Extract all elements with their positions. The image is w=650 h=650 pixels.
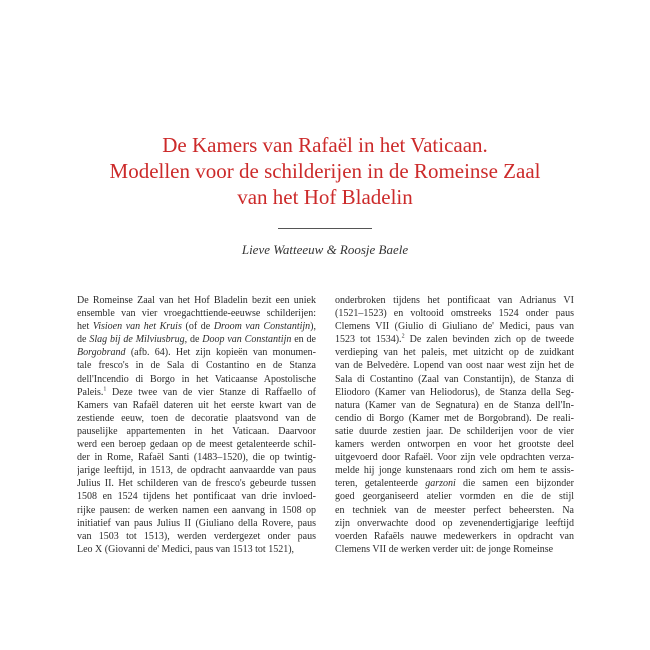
article-title — [0, 132, 650, 210]
text-line: verdieping van het paleis, met uitzicht op de zuidkant — [335, 347, 574, 359]
text-line: 1508 en 1524 tijdens het pontificaat van drie invloed- — [77, 491, 316, 503]
title-divider — [278, 228, 372, 229]
text-line: der in Rome, Rafaël Santi (1483–1520), die op twintig- — [77, 452, 316, 464]
text-line: Clemens VII de werken verder uit: de jonge Romeinse — [335, 543, 554, 555]
text-line: melde hij jonge kunstenaars rond zich om hem te assis- — [335, 465, 574, 477]
text-line: goed georganiseerd atelier vormden en die de stijl — [335, 491, 574, 503]
text-line: en techniek van de meester perfect beheersten. Na — [335, 504, 574, 516]
authors: Lieve Watteeuw & Roosje Baele — [241, 242, 409, 257]
text-line: initiatief van paus Julius II (Giuliano della Rovere, paus — [77, 517, 316, 529]
text-line: tale fresco's in de Sala di Costantino en de Stanza — [77, 360, 316, 372]
text-line: natura (Kamer van de Segnatura) en de Stanza dell'In- — [335, 399, 574, 411]
text-line: pauselijke appartementen in het Vaticaan. Daarvoor — [77, 425, 316, 437]
text-line: voerden Rafaëls nauwe medewerkers in opdracht van — [335, 530, 574, 542]
text-line: cendio di Borgo (Kamer met de Borgobrand). De reali- — [335, 412, 574, 424]
text-line: Paleis.$^1$ Deze twee van de vier Stanze di Raffaello of — [77, 386, 316, 398]
text-line: zestiende eeuw, toen de decoratie plaatsvond van de — [77, 412, 316, 424]
text-line: Sala di Costantino (Zaal van Constantijn), de Stanza di — [335, 373, 574, 385]
text-line: Borgobrand (afb. 64). Het zijn kopieën van monumen- — [77, 347, 316, 359]
text-line: 1523 tot 1534).$^2$ De zalen bevinden zich op de tweede — [335, 333, 574, 346]
text-line: Kamers van Rafaël dateren uit het eerste kwart van de — [77, 399, 316, 411]
text-line: Julius II. Het schilderen van de fresco's gebeurde tussen — [77, 478, 316, 490]
text-line: onderbroken tijdens het pontificaat van Adrianus VI — [335, 295, 574, 306]
right-column — [335, 294, 574, 556]
text-line: rijke pausen: de werken namen een aanvang in 1508 op — [77, 504, 316, 516]
text-line: jarige leeftijd, in 1513, de opdracht aanvaardde van paus — [77, 465, 316, 477]
title-line-1: De Kamers van Rafaël in het Vaticaan. — [162, 133, 488, 157]
text-line: kamers werden ontworpen en voor het grootste deel — [335, 439, 574, 451]
text-line: dell'Incendio di Borgo in het Vaticaanse Apostolische — [77, 373, 316, 385]
left-column — [77, 294, 316, 556]
text-line: zijn onverwachte dood op zevenendertigjarige leeftijd — [335, 517, 574, 529]
text-line: van 1503 tot 1513), werden verdergezet onder paus — [77, 530, 316, 542]
text-line: Clemens VII (Giulio di Giuliano de' Medici, paus van — [335, 321, 574, 333]
text-line: het Visioen van het Kruis (of de Droom van Constantijn), — [77, 321, 316, 333]
text-line: De Romeinse Zaal van het Hof Bladelin bezit een uniek — [77, 295, 316, 306]
text-line: Eliodoro (Kamer van Heliodorus), de Stanza della Seg- — [335, 386, 574, 398]
text-line: teren, getalenteerde garzoni die samen een bijzonder — [335, 478, 574, 490]
text-line: van de Belvedère. Lopend van oost naar west zijn het de — [335, 360, 574, 372]
text-line: satie duurde zestien jaar. De schilderijen voor de vier — [335, 425, 574, 437]
text-line: ensemble van vier vroegachttiende-eeuwse schilderijen: — [77, 308, 316, 320]
text-line: uitgevoerd door Rafaël. Voor zijn vele opdrachten verza- — [335, 452, 574, 464]
text-line: de Slag bij de Milviusbrug, de Doop van Constantijn en de — [77, 334, 316, 346]
title-line-3: van het Hof Bladelin — [237, 185, 413, 209]
title-line-2: Modellen voor de schilderijen in de Romeinse Zaal — [109, 159, 541, 183]
text-line: Leo X (Giovanni de' Medici, paus van 1513 tot 1521), — [77, 543, 295, 555]
text-line: (1521–1523) en voltooid omstreeks 1524 onder paus — [335, 308, 574, 320]
text-line: werd een beroep gedaan op de meest getalenteerde schil- — [77, 439, 316, 451]
